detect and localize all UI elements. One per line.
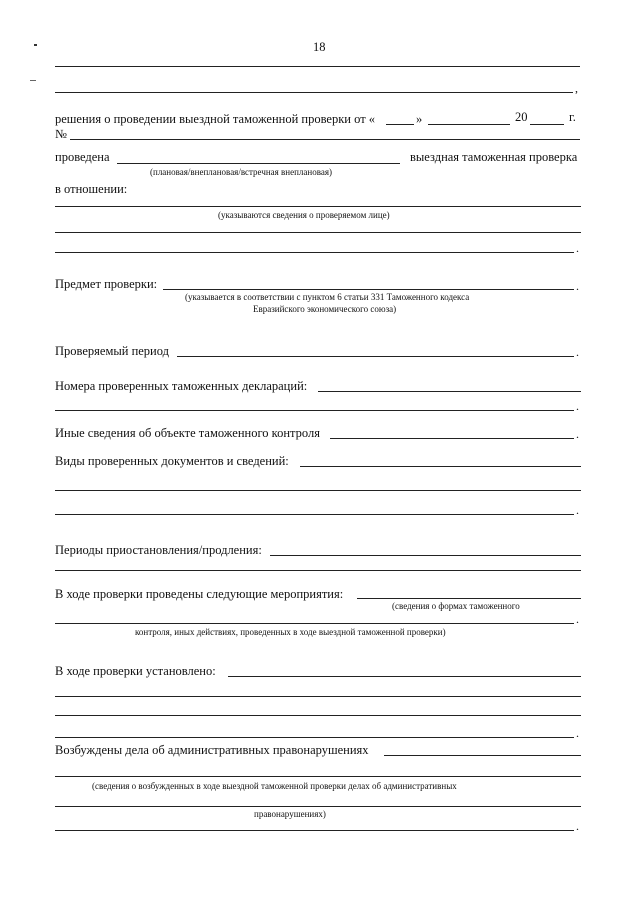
other-info-label: Иные сведения об объекте таможенного контроля [55,426,320,440]
number-sign: № [55,127,67,141]
fill-line [55,830,574,831]
documents-field[interactable] [300,466,581,467]
other-info-field[interactable] [330,438,574,439]
declarations-field[interactable] [318,391,581,392]
year-suffix: г. [569,110,576,124]
fill-line [55,514,574,515]
documents-label: Виды проверенных документов и сведений: [55,454,289,468]
subject-entity-hint: (указываются сведения о проверяемом лице) [218,210,390,220]
fill-line [55,715,581,716]
admin-cases-hint-2: правонарушениях) [254,809,326,819]
established-field[interactable] [228,676,581,677]
month-field[interactable] [428,124,510,125]
quote-close: » [416,112,423,126]
subject-entity-field[interactable] [55,206,581,207]
fill-line [55,623,574,624]
fill-line [55,696,581,697]
fill-line [55,410,574,411]
fill-line [55,92,573,93]
line-comma: , [575,81,578,95]
fill-line [55,490,581,491]
check-type-hint: (плановая/внеплановая/встречная внеплановая) [150,167,332,177]
line-period: . [576,427,579,441]
subject-field[interactable] [163,289,574,290]
line-period: . [576,726,579,740]
line-period: . [576,241,579,255]
subject-label: Предмет проверки: [55,277,158,291]
measures-field[interactable] [357,598,581,599]
line-period: . [576,503,579,517]
year-prefix: 20 [515,110,528,124]
declarations-label: Номера проверенных таможенных деклараций: [55,379,308,393]
measures-hint-2: контроля, иных действиях, проведенных в ходе выездной таможенной проверки) [135,627,446,637]
fill-line [55,737,574,738]
year-field[interactable] [530,124,564,125]
fill-line [55,252,574,253]
subject-hint-2: Евразийского экономического союза) [253,304,397,314]
conducted-label: проведена [55,150,110,164]
scan-mark [34,44,37,46]
suspensions-field[interactable] [270,555,581,556]
line-period: . [576,612,579,626]
line-period: . [576,819,579,833]
line-period: . [576,399,579,413]
scan-mark [30,80,36,81]
number-field[interactable] [70,139,580,140]
fill-line [55,806,581,807]
subject-hint-1: (указывается в соответствии с пунктом 6 статьи 331 Таможенного кодекса [185,292,470,302]
admin-cases-field[interactable] [384,755,581,756]
day-field[interactable] [386,124,414,125]
fill-line [55,232,581,233]
fill-line [55,776,581,777]
period-field[interactable] [177,356,574,357]
page-number: 18 [313,40,326,54]
decision-text: решения о проведении выездной таможенной проверки от « [55,112,376,126]
check-type-field[interactable] [117,163,400,164]
fill-line [55,570,581,571]
line-period: . [576,345,579,359]
established-label: В ходе проверки установлено: [55,664,216,678]
measures-label: В ходе проверки проведены следующие мероприятия: [55,587,344,601]
conducted-suffix: выездная таможенная проверка [410,150,578,164]
regarding-label: в отношении: [55,182,128,196]
measures-hint-1: (сведения о формах таможенного [392,601,520,611]
fill-line [55,66,580,67]
line-period: . [576,279,579,293]
admin-cases-label: Возбуждены дела об административных правонарушениях [55,743,369,757]
period-label: Проверяемый период [55,344,170,358]
suspensions-label: Периоды приостановления/продления: [55,543,262,557]
admin-cases-hint-1: (сведения о возбужденных в ходе выездной таможенной проверки делах об административных [92,781,457,791]
